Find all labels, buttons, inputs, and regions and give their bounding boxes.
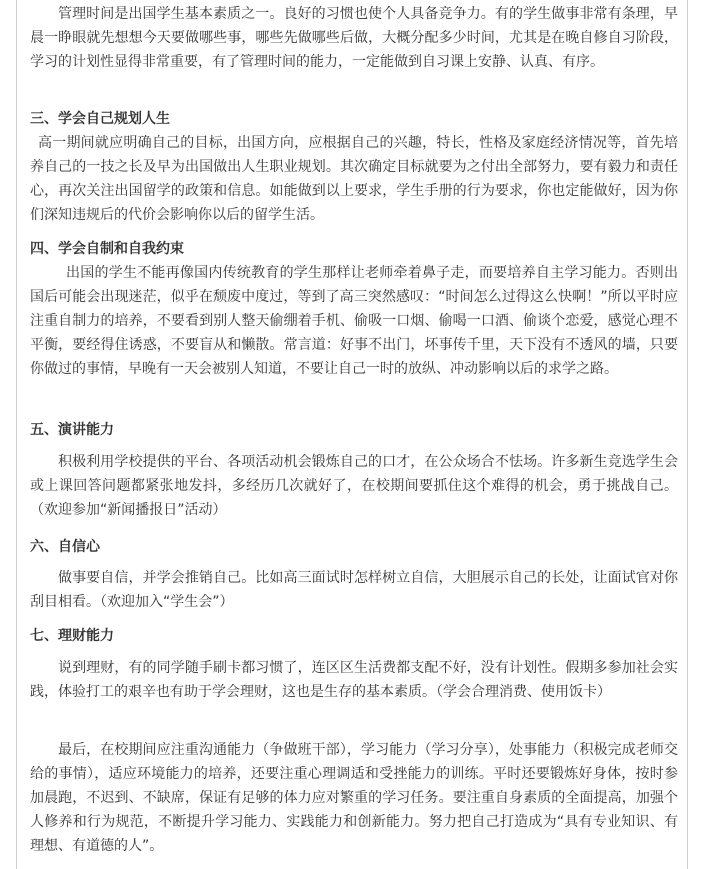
section-body-3: 高一期间就应明确自己的目标，出国方向，应根据自己的兴趣，特长，性格及家庭经济情况等，首先培养自己的一技之长及早为出国做出人生职业规划。其次确定目标就要为之付出全部努力，要有毅力和责任心，再次关注出国留学的政策和信息。如能做到以上要求，学生手册的行为要求，你也定能做好，因为你们深知违规后的代价会影响你以后的留学生活。 [30,135,678,223]
section-heading-4: 四、学会自制和自我约束 [30,241,184,257]
intro-paragraph: 管理时间是出国学生基本素质之一。良好的习惯也使个人具备竞争力。有的学生做事非常有条理，早晨一睁眼就先想想今天要做哪些事，哪些先做哪些后做，大概分配多少时间，尤其是在晚自修自习阶段，学习的计划性显得非常重要，有了管理时间的能力，一定能做到自习课上安静、认真、有序。 [30,6,678,70]
section-heading-6: 六、自信心 [30,539,100,555]
section-body-7: 说到理财，有的同学随手刷卡都习惯了，连区区生活费都支配不好，没有计划性。假期多参加社会实践，体验打工的艰辛也有助于学会理财，这也是生存的基本素质。（学会合理消费、使用饭卡） [30,660,678,700]
section-body-5: 积极利用学校提供的平台、各项活动机会锻炼自己的口才，在公众场合不怯场。许多新生竞选学生会或上课回答问题都紧张地发抖，多经历几次就好了，在校期间要抓住这个难得的机会，勇于挑战自己。（欢迎参加“新闻播报日”活动） [30,454,678,518]
conclusion-paragraph: 最后，在校期间应注重沟通能力（争做班干部），学习能力（学习分享），处事能力（积极完成老师交给的事情），适应环境能力的培养，还要注重心理调适和受挫能力的训练。平时还要锻炼好身体，按时参加晨跑，不迟到、不缺席，保证有足够的体力应对繁重的学习任务。要注重自身素质的全面提高，加强个人修养和行为规范，不断提升学习能力、实践能力和创新能力。努力把自己打造成为“具有专业知识、有理想、有道德的人”。 [30,742,678,854]
section-heading-5: 五、演讲能力 [30,422,114,438]
section-heading-3: 三、学会自己规划人生 [30,111,170,127]
section-body-4: 出国的学生不能再像国内传统教育的学生那样让老师牵着鼻子走，而要培养自主学习能力。否则出国后可能会出现迷茫，似乎在颓废中度过，等到了高三突然感叹：“时间怎么过得这么快啊！”所以平时应注重自制力的培养，不要看到别人整天偷绷着手机、偷吸一口烟、偷喝一口酒、偷谈个恋爱，感觉心理不平衡，要经得住诱惑，不要盲从和懒散。常言道：好事不出门，坏事传千里，天下没有不透风的墙，只要你做过的事情，早晚有一天会被别人知道，不要让自己一时的放纵、冲动影响以后的求学之路。 [30,265,678,377]
section-body-6: 做事要自信，并学会推销自己。比如高三面试时怎样树立自信，大胆展示自己的长处，让面试官对你刮目相看。（欢迎加入“学生会”） [30,570,678,610]
section-heading-7: 七、理财能力 [30,628,114,644]
